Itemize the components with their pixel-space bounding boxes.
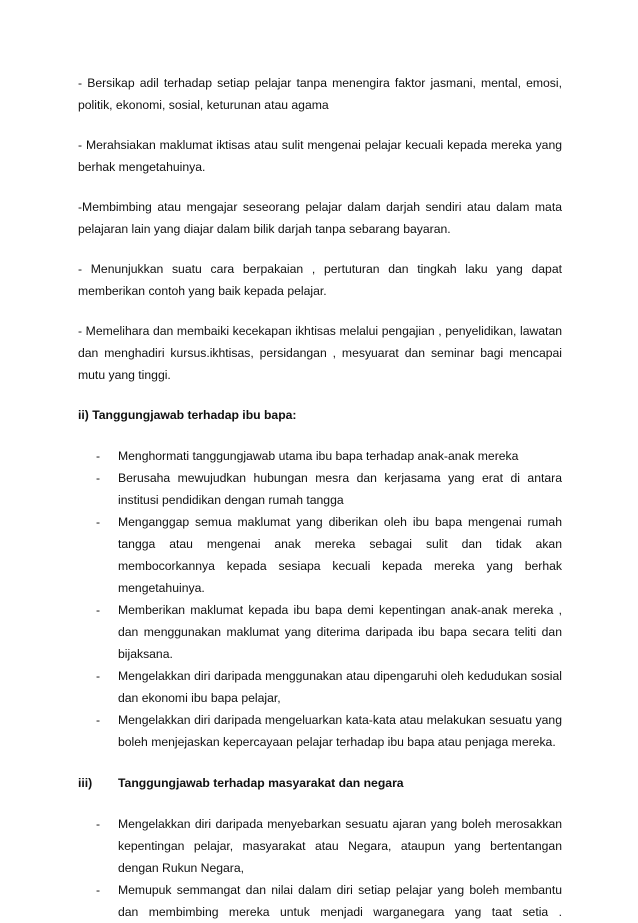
list-item (78, 665, 562, 709)
list-item-text: Memberikan maklumat kepada ibu bapa demi kepentingan anak-anak mereka , dan menggunakan maklumat yang diterima daripada ibu bapa secara teliti dan bijaksana. (118, 603, 562, 661)
section-title: Tanggungjawab terhadap masyarakat dan negara (118, 776, 404, 790)
section-heading-masyarakat (78, 772, 562, 794)
section-heading-ibu-bapa: ii) Tanggungjawab terhadap ibu bapa: (78, 408, 297, 422)
paragraph-bersikap-adil: - Bersikap adil terhadap setiap pelajar tanpa menengira faktor jasmani, mental, emosi, politik, ekonomi, sosial, keturunan atau agama (78, 76, 562, 112)
list-item (78, 467, 562, 511)
list-item (78, 813, 562, 879)
bullet-dash: - (96, 603, 101, 617)
section-number: iii) (78, 776, 93, 790)
paragraph-membimbing: -Membimbing atau mengajar seseorang pelajar dalam darjah sendiri atau dalam mata pelajaran lain yang diajar dalam bilik darjah tanpa sebarang bayaran. (78, 200, 562, 236)
list-item-text: Menganggap semua maklumat yang diberikan oleh ibu bapa mengenai rumah tangga atau mengenai anak mereka sebagai sulit dan tidak akan membocorkannya kepada sesiapa kecuali kepada mereka yang berhak mengetahuinya. (118, 515, 562, 595)
bullet-dash: - (96, 817, 101, 831)
document-body (78, 72, 562, 923)
list-item-text: Berusaha mewujudkan hubungan mesra dan kerjasama yang erat di antara institusi pendidikan dengan rumah tangga (118, 471, 562, 507)
bullet-dash: - (96, 515, 101, 529)
paragraph-menunjukkan: - Menunjukkan suatu cara berpakaian , pertuturan dan tingkah laku yang dapat memberikan contoh yang baik kepada pelajar. (78, 262, 562, 298)
list-ibu-bapa (78, 445, 562, 753)
list-masyarakat (78, 813, 562, 923)
list-item-text: Mengelakkan diri daripada mengeluarkan kata-kata atau melakukan sesuatu yang boleh menjejaskan kepercayaan pelajar terhadap ibu bapa atau penjaga mereka. (118, 713, 562, 749)
list-item (78, 511, 562, 599)
paragraph-merahsiakan: - Merahsiakan maklumat iktisas atau sulit mengenai pelajar kecuali kepada mereka yang berhak mengetahuinya. (78, 138, 562, 174)
bullet-dash: - (96, 883, 101, 897)
list-item (78, 709, 562, 753)
bullet-dash: - (96, 669, 101, 683)
bullet-dash: - (96, 713, 101, 727)
list-item-text: Mengelakkan diri daripada menyebarkan sesuatu ajaran yang boleh merosakkan kepentingan pelajar, masyarakat atau Negara, ataupun yang bertentangan dengan Rukun Negara, (118, 817, 562, 875)
bullet-dash: - (96, 449, 101, 463)
list-item (78, 879, 562, 923)
list-item-text: Memupuk semmangat dan nilai dalam diri setiap pelajar yang boleh membantu dan membimbing mereka untuk menjadi warganegara yang taat setia . (118, 883, 562, 919)
list-item-text: Menghormati tanggungjawab utama ibu bapa terhadap anak-anak mereka (118, 449, 519, 463)
list-item (78, 599, 562, 665)
list-item-text: Mengelakkan diri daripada menggunakan atau dipengaruhi oleh kedudukan sosial dan ekonomi ibu bapa pelajar, (118, 669, 562, 705)
paragraph-memelihara: - Memelihara dan membaiki kecekapan ikhtisas melalui pengajian , penyelidikan, lawatan dan menghadiri kursus.ikhtisas, persidangan , mesyuarat dan seminar bagi mencapai mutu yang tinggi. (78, 324, 562, 382)
list-item (78, 445, 562, 467)
bullet-dash: - (96, 471, 101, 485)
